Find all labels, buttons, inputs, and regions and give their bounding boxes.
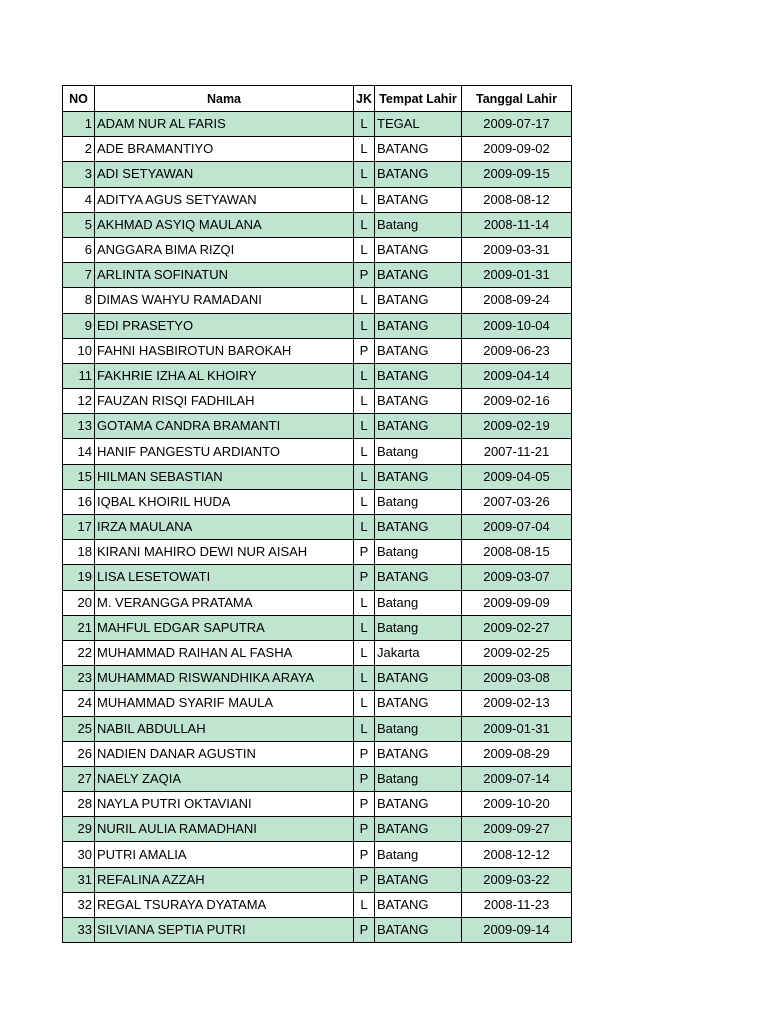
cell-jk: L: [354, 439, 375, 464]
cell-tempat-lahir: BATANG: [375, 389, 462, 414]
table-row: [63, 515, 572, 540]
table-row: [63, 892, 572, 917]
cell-no: 11: [63, 363, 95, 388]
cell-nama: HILMAN SEBASTIAN: [95, 464, 354, 489]
cell-no: 15: [63, 464, 95, 489]
cell-no: 19: [63, 565, 95, 590]
cell-tanggal-lahir: 2008-08-12: [462, 187, 572, 212]
cell-tanggal-lahir: 2009-01-31: [462, 263, 572, 288]
student-table: [62, 85, 572, 943]
table-row: [63, 867, 572, 892]
cell-nama: AKHMAD ASYIQ MAULANA: [95, 212, 354, 237]
cell-no: 22: [63, 640, 95, 665]
header-no: NO: [63, 86, 95, 112]
table-row: [63, 389, 572, 414]
cell-no: 24: [63, 691, 95, 716]
cell-jk: P: [354, 565, 375, 590]
cell-tempat-lahir: BATANG: [375, 137, 462, 162]
cell-nama: FAKHRIE IZHA AL KHOIRY: [95, 363, 354, 388]
table-row: [63, 640, 572, 665]
cell-no: 10: [63, 338, 95, 363]
table-row: [63, 565, 572, 590]
cell-tempat-lahir: BATANG: [375, 892, 462, 917]
cell-jk: L: [354, 716, 375, 741]
cell-tanggal-lahir: 2009-07-14: [462, 766, 572, 791]
cell-jk: L: [354, 237, 375, 262]
table-row: [63, 162, 572, 187]
cell-no: 25: [63, 716, 95, 741]
cell-no: 18: [63, 540, 95, 565]
cell-tempat-lahir: BATANG: [375, 666, 462, 691]
table-row: [63, 817, 572, 842]
cell-jk: P: [354, 792, 375, 817]
cell-no: 16: [63, 489, 95, 514]
cell-tanggal-lahir: 2007-11-21: [462, 439, 572, 464]
cell-no: 31: [63, 867, 95, 892]
cell-tempat-lahir: BATANG: [375, 187, 462, 212]
table-row: [63, 439, 572, 464]
table-row: [63, 540, 572, 565]
table-row: [63, 615, 572, 640]
header-nama: Nama: [95, 86, 354, 112]
table-row: [63, 338, 572, 363]
cell-no: 2: [63, 137, 95, 162]
cell-tanggal-lahir: 2009-07-04: [462, 515, 572, 540]
cell-tempat-lahir: BATANG: [375, 464, 462, 489]
cell-nama: PUTRI AMALIA: [95, 842, 354, 867]
cell-jk: P: [354, 741, 375, 766]
cell-nama: LISA LESETOWATI: [95, 565, 354, 590]
cell-tempat-lahir: BATANG: [375, 313, 462, 338]
cell-tempat-lahir: BATANG: [375, 817, 462, 842]
cell-nama: MUHAMMAD SYARIF MAULA: [95, 691, 354, 716]
cell-tempat-lahir: BATANG: [375, 515, 462, 540]
cell-tanggal-lahir: 2009-02-16: [462, 389, 572, 414]
cell-tanggal-lahir: 2009-09-27: [462, 817, 572, 842]
cell-no: 27: [63, 766, 95, 791]
cell-nama: HANIF PANGESTU ARDIANTO: [95, 439, 354, 464]
cell-nama: REGAL TSURAYA DYATAMA: [95, 892, 354, 917]
cell-tanggal-lahir: 2007-03-26: [462, 489, 572, 514]
cell-nama: REFALINA AZZAH: [95, 867, 354, 892]
cell-nama: NADIEN DANAR AGUSTIN: [95, 741, 354, 766]
cell-no: 26: [63, 741, 95, 766]
cell-tanggal-lahir: 2009-03-22: [462, 867, 572, 892]
table-row: [63, 691, 572, 716]
table-row: [63, 288, 572, 313]
table-row: [63, 263, 572, 288]
cell-no: 21: [63, 615, 95, 640]
cell-jk: L: [354, 288, 375, 313]
header-tempat-lahir: Tempat Lahir: [375, 86, 462, 112]
cell-no: 4: [63, 187, 95, 212]
cell-tempat-lahir: Batang: [375, 716, 462, 741]
cell-nama: ANGGARA BIMA RIZQI: [95, 237, 354, 262]
cell-tempat-lahir: BATANG: [375, 414, 462, 439]
cell-jk: L: [354, 137, 375, 162]
cell-nama: NURIL AULIA RAMADHANI: [95, 817, 354, 842]
cell-tempat-lahir: BATANG: [375, 565, 462, 590]
cell-nama: DIMAS WAHYU RAMADANI: [95, 288, 354, 313]
cell-jk: L: [354, 313, 375, 338]
cell-tanggal-lahir: 2008-09-24: [462, 288, 572, 313]
cell-nama: NAYLA PUTRI OKTAVIANI: [95, 792, 354, 817]
cell-tempat-lahir: BATANG: [375, 741, 462, 766]
cell-tanggal-lahir: 2009-02-25: [462, 640, 572, 665]
cell-nama: NAELY ZAQIA: [95, 766, 354, 791]
cell-tanggal-lahir: 2008-08-15: [462, 540, 572, 565]
table-row: [63, 187, 572, 212]
cell-no: 9: [63, 313, 95, 338]
table-row: [63, 842, 572, 867]
cell-tanggal-lahir: 2009-04-05: [462, 464, 572, 489]
cell-tempat-lahir: BATANG: [375, 162, 462, 187]
cell-no: 7: [63, 263, 95, 288]
cell-nama: KIRANI MAHIRO DEWI NUR AISAH: [95, 540, 354, 565]
cell-tempat-lahir: BATANG: [375, 918, 462, 943]
cell-tanggal-lahir: 2009-04-14: [462, 363, 572, 388]
cell-no: 8: [63, 288, 95, 313]
cell-no: 32: [63, 892, 95, 917]
cell-jk: L: [354, 640, 375, 665]
cell-jk: L: [354, 187, 375, 212]
cell-nama: FAUZAN RISQI FADHILAH: [95, 389, 354, 414]
cell-tempat-lahir: Batang: [375, 540, 462, 565]
cell-jk: L: [354, 892, 375, 917]
cell-tempat-lahir: BATANG: [375, 263, 462, 288]
cell-tanggal-lahir: 2009-09-02: [462, 137, 572, 162]
table-row: [63, 414, 572, 439]
cell-nama: EDI PRASETYO: [95, 313, 354, 338]
table-row: [63, 313, 572, 338]
cell-no: 3: [63, 162, 95, 187]
cell-tempat-lahir: BATANG: [375, 792, 462, 817]
cell-jk: L: [354, 615, 375, 640]
cell-tanggal-lahir: 2009-02-13: [462, 691, 572, 716]
cell-nama: IRZA MAULANA: [95, 515, 354, 540]
cell-tanggal-lahir: 2009-09-15: [462, 162, 572, 187]
cell-tanggal-lahir: 2009-07-17: [462, 112, 572, 137]
cell-tempat-lahir: Batang: [375, 615, 462, 640]
cell-no: 30: [63, 842, 95, 867]
cell-nama: ADI SETYAWAN: [95, 162, 354, 187]
cell-tempat-lahir: BATANG: [375, 363, 462, 388]
cell-tanggal-lahir: 2009-02-27: [462, 615, 572, 640]
cell-jk: L: [354, 590, 375, 615]
cell-jk: L: [354, 363, 375, 388]
cell-jk: L: [354, 666, 375, 691]
cell-no: 5: [63, 212, 95, 237]
cell-jk: L: [354, 389, 375, 414]
table-row: [63, 137, 572, 162]
table-row: [63, 464, 572, 489]
cell-nama: MUHAMMAD RISWANDHIKA ARAYA: [95, 666, 354, 691]
cell-tanggal-lahir: 2009-03-07: [462, 565, 572, 590]
table-row: [63, 741, 572, 766]
cell-nama: MUHAMMAD RAIHAN AL FASHA: [95, 640, 354, 665]
cell-jk: P: [354, 918, 375, 943]
cell-jk: P: [354, 540, 375, 565]
cell-tanggal-lahir: 2009-01-31: [462, 716, 572, 741]
table-row: [63, 590, 572, 615]
cell-tanggal-lahir: 2009-06-23: [462, 338, 572, 363]
cell-tempat-lahir: Batang: [375, 590, 462, 615]
cell-no: 6: [63, 237, 95, 262]
cell-tanggal-lahir: 2008-12-12: [462, 842, 572, 867]
header-jk: JK: [354, 86, 375, 112]
cell-tanggal-lahir: 2008-11-14: [462, 212, 572, 237]
cell-tempat-lahir: BATANG: [375, 288, 462, 313]
cell-tempat-lahir: Batang: [375, 489, 462, 514]
cell-tempat-lahir: BATANG: [375, 338, 462, 363]
cell-tanggal-lahir: 2009-02-19: [462, 414, 572, 439]
cell-tanggal-lahir: 2009-08-29: [462, 741, 572, 766]
cell-nama: MAHFUL EDGAR SAPUTRA: [95, 615, 354, 640]
cell-tanggal-lahir: 2009-09-09: [462, 590, 572, 615]
cell-no: 20: [63, 590, 95, 615]
cell-no: 23: [63, 666, 95, 691]
table-row: [63, 918, 572, 943]
cell-no: 1: [63, 112, 95, 137]
cell-tanggal-lahir: 2008-11-23: [462, 892, 572, 917]
table-row: [63, 666, 572, 691]
cell-tempat-lahir: Batang: [375, 766, 462, 791]
cell-jk: L: [354, 691, 375, 716]
table-row: [63, 237, 572, 262]
cell-jk: L: [354, 414, 375, 439]
cell-nama: ADAM NUR AL FARIS: [95, 112, 354, 137]
table-row: [63, 212, 572, 237]
cell-jk: P: [354, 338, 375, 363]
cell-nama: FAHNI HASBIROTUN BAROKAH: [95, 338, 354, 363]
cell-nama: ADE BRAMANTIYO: [95, 137, 354, 162]
cell-no: 33: [63, 918, 95, 943]
cell-nama: ADITYA AGUS SETYAWAN: [95, 187, 354, 212]
cell-no: 13: [63, 414, 95, 439]
table-row: [63, 489, 572, 514]
cell-no: 14: [63, 439, 95, 464]
cell-jk: P: [354, 766, 375, 791]
cell-jk: L: [354, 515, 375, 540]
cell-jk: L: [354, 489, 375, 514]
cell-tempat-lahir: BATANG: [375, 691, 462, 716]
table-header-row: [63, 86, 572, 112]
table-row: [63, 112, 572, 137]
cell-nama: NABIL ABDULLAH: [95, 716, 354, 741]
cell-no: 17: [63, 515, 95, 540]
cell-tanggal-lahir: 2009-03-08: [462, 666, 572, 691]
cell-tempat-lahir: Batang: [375, 439, 462, 464]
cell-nama: SILVIANA SEPTIA PUTRI: [95, 918, 354, 943]
cell-tempat-lahir: TEGAL: [375, 112, 462, 137]
cell-tanggal-lahir: 2009-10-20: [462, 792, 572, 817]
table-body: [63, 112, 572, 943]
cell-tanggal-lahir: 2009-10-04: [462, 313, 572, 338]
cell-tempat-lahir: Batang: [375, 842, 462, 867]
cell-nama: ARLINTA SOFINATUN: [95, 263, 354, 288]
cell-tempat-lahir: BATANG: [375, 237, 462, 262]
cell-jk: P: [354, 867, 375, 892]
cell-jk: P: [354, 817, 375, 842]
table-row: [63, 792, 572, 817]
cell-tempat-lahir: Batang: [375, 212, 462, 237]
cell-nama: IQBAL KHOIRIL HUDA: [95, 489, 354, 514]
cell-jk: L: [354, 112, 375, 137]
cell-tempat-lahir: Jakarta: [375, 640, 462, 665]
cell-no: 28: [63, 792, 95, 817]
cell-no: 12: [63, 389, 95, 414]
cell-nama: M. VERANGGA PRATAMA: [95, 590, 354, 615]
cell-tanggal-lahir: 2009-03-31: [462, 237, 572, 262]
cell-jk: L: [354, 212, 375, 237]
cell-no: 29: [63, 817, 95, 842]
table-row: [63, 766, 572, 791]
cell-tempat-lahir: BATANG: [375, 867, 462, 892]
cell-jk: L: [354, 162, 375, 187]
cell-nama: GOTAMA CANDRA BRAMANTI: [95, 414, 354, 439]
cell-jk: L: [354, 464, 375, 489]
cell-tanggal-lahir: 2009-09-14: [462, 918, 572, 943]
cell-jk: P: [354, 263, 375, 288]
cell-jk: P: [354, 842, 375, 867]
table-row: [63, 716, 572, 741]
table-row: [63, 363, 572, 388]
header-tanggal-lahir: Tanggal Lahir: [462, 86, 572, 112]
